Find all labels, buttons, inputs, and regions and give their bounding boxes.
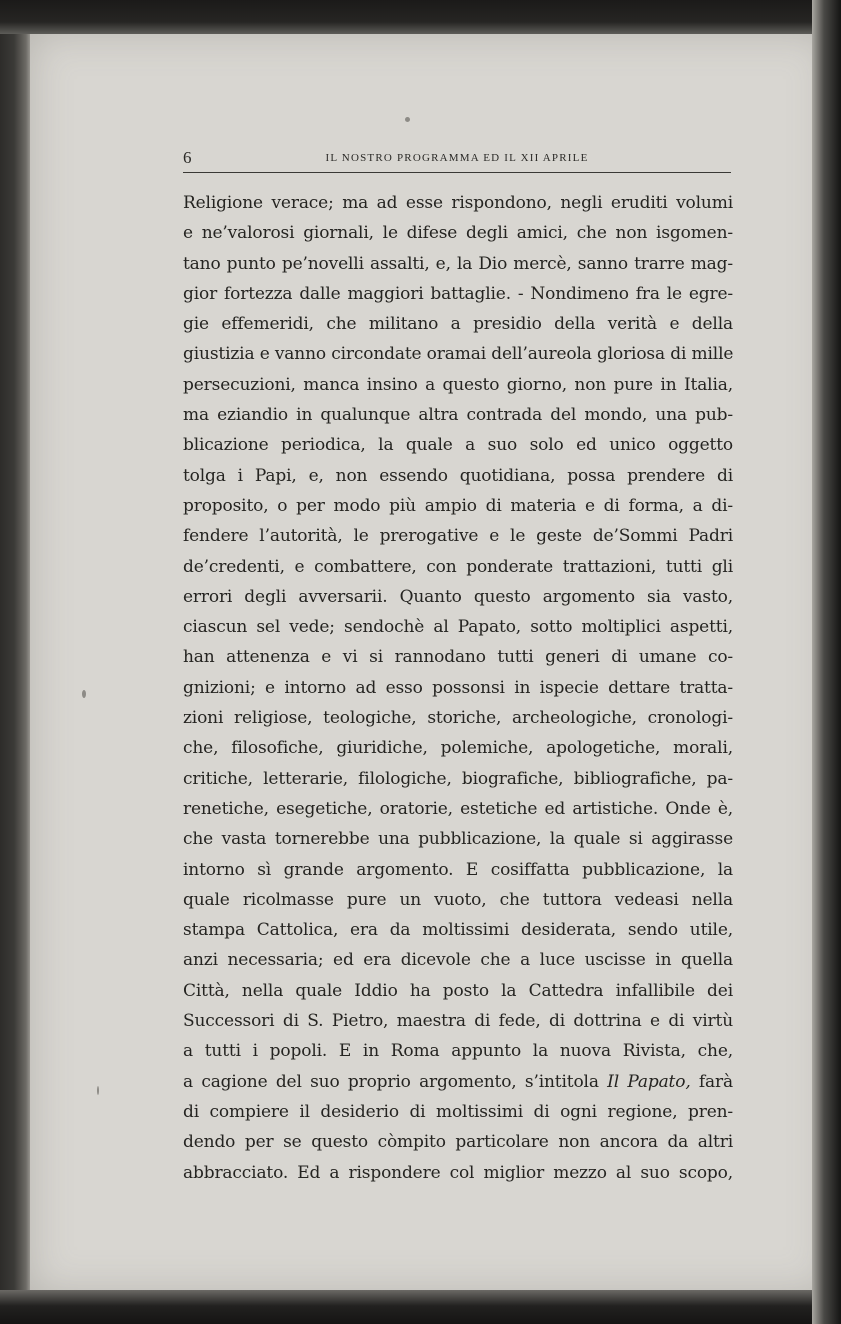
paper-speck — [97, 1086, 99, 1095]
text-line: intorno sì grande argomento. E cosiffatta pubblicazione, la — [183, 859, 733, 880]
text-line: renetiche, esegetiche, oratorie, estetiche ed artistiche. Onde è, — [183, 798, 733, 819]
text-line-with-title — [183, 1067, 733, 1097]
scan-bottom-edge — [0, 1290, 841, 1324]
text-line: ma eziandio in qualunque altra contrada del mondo, una pub- — [183, 405, 733, 426]
line-text-after-title: farà — [690, 1071, 733, 1092]
running-head: IL NOSTRO PROGRAMMA ED IL XII APRILE — [325, 152, 589, 164]
text-line: giustizia e vanno circondate oramai dell’aureola gloriosa di mille — [183, 344, 734, 365]
book-spine-edge — [812, 0, 841, 1324]
text-line: gior fortezza dalle maggiori battaglie. - Nondimeno fra le egre- — [183, 283, 733, 304]
scan-top-edge — [0, 0, 841, 34]
paper-speck — [405, 117, 410, 122]
text-line: persecuzioni, manca insino a questo giorno, non pure in Italia, — [183, 374, 733, 395]
text-line: che, filosofiche, giuridiche, polemiche, apologetiche, morali, — [183, 738, 733, 759]
text-line: critiche, letterarie, filologiche, biografiche, bibliografiche, pa- — [183, 768, 733, 789]
text-line: zioni religiose, teologiche, storiche, archeologiche, cronologi- — [183, 708, 733, 729]
text-line: di compiere il desiderio di moltissimi di ogni regione, pren- — [183, 1101, 733, 1122]
text-line: blicazione periodica, la quale a suo solo ed unico oggetto — [183, 435, 733, 456]
text-line: e ne’valorosi giornali, le difese degli amici, che non isgomen- — [183, 223, 733, 244]
paper-speck — [82, 690, 86, 698]
text-line: anzi necessaria; ed era dicevole che a luce uscisse in quella — [183, 950, 733, 971]
text-line: errori degli avversarii. Quanto questo argomento sia vasto, — [183, 586, 733, 607]
text-line: fendere l’autorità, le prerogative e le geste de’Sommi Padri — [183, 526, 733, 547]
page-header — [183, 148, 731, 173]
text-line: quale ricolmasse pure un vuoto, che tuttora vedeasi nella — [183, 889, 733, 910]
text-line: Successori di S. Pietro, maestra di fede, di dottrina e di virtù — [183, 1011, 733, 1032]
text-line: Religione verace; ma ad esse rispondono, negli eruditi volumi — [183, 193, 733, 213]
page-number: 6 — [183, 148, 192, 167]
text-line: abbracciato. Ed a rispondere col miglior mezzo al suo scopo, — [183, 1162, 733, 1183]
text-line: tolga i Papi, e, non essendo quotidiana, possa prendere di — [183, 465, 733, 486]
text-line: stampa Cattolica, era da moltissimi desiderata, sendo utile, — [183, 920, 733, 941]
text-line: gie effemeridi, che militano a presidio della verità e della — [183, 314, 733, 335]
text-line: de’credenti, e combattere, con ponderate trattazioni, tutti gli — [183, 556, 733, 577]
line-text-before-title: a cagione del suo proprio argomento, s’intitola — [183, 1071, 608, 1092]
journal-title: Il Papato, — [607, 1071, 691, 1092]
text-line: proposito, o per modo più ampio di materia e di forma, a di- — [183, 495, 733, 516]
text-line: a tutti i popoli. E in Roma appunto la nuova Rivista, che, — [183, 1041, 733, 1062]
body-text — [183, 188, 733, 1188]
text-line: ciascun sel vede; sendochè al Papato, sotto moltiplici aspetti, — [183, 617, 733, 638]
text-line: che vasta tornerebbe una pubblicazione, la quale si aggirasse — [183, 829, 733, 850]
text-line: gnizioni; e intorno ad esso possonsi in ispecie dettare tratta- — [183, 677, 733, 698]
text-line: dendo per se questo còmpito particolare non ancora da altri — [183, 1132, 733, 1153]
text-line: han attenenza e vi si rannodano tutti generi di umane co- — [183, 647, 733, 668]
text-line: tano punto pe’novelli assalti, e, la Dio mercè, sanno trarre mag- — [183, 253, 733, 274]
text-line: Città, nella quale Iddio ha posto la Cattedra infallibile dei — [183, 980, 733, 1001]
